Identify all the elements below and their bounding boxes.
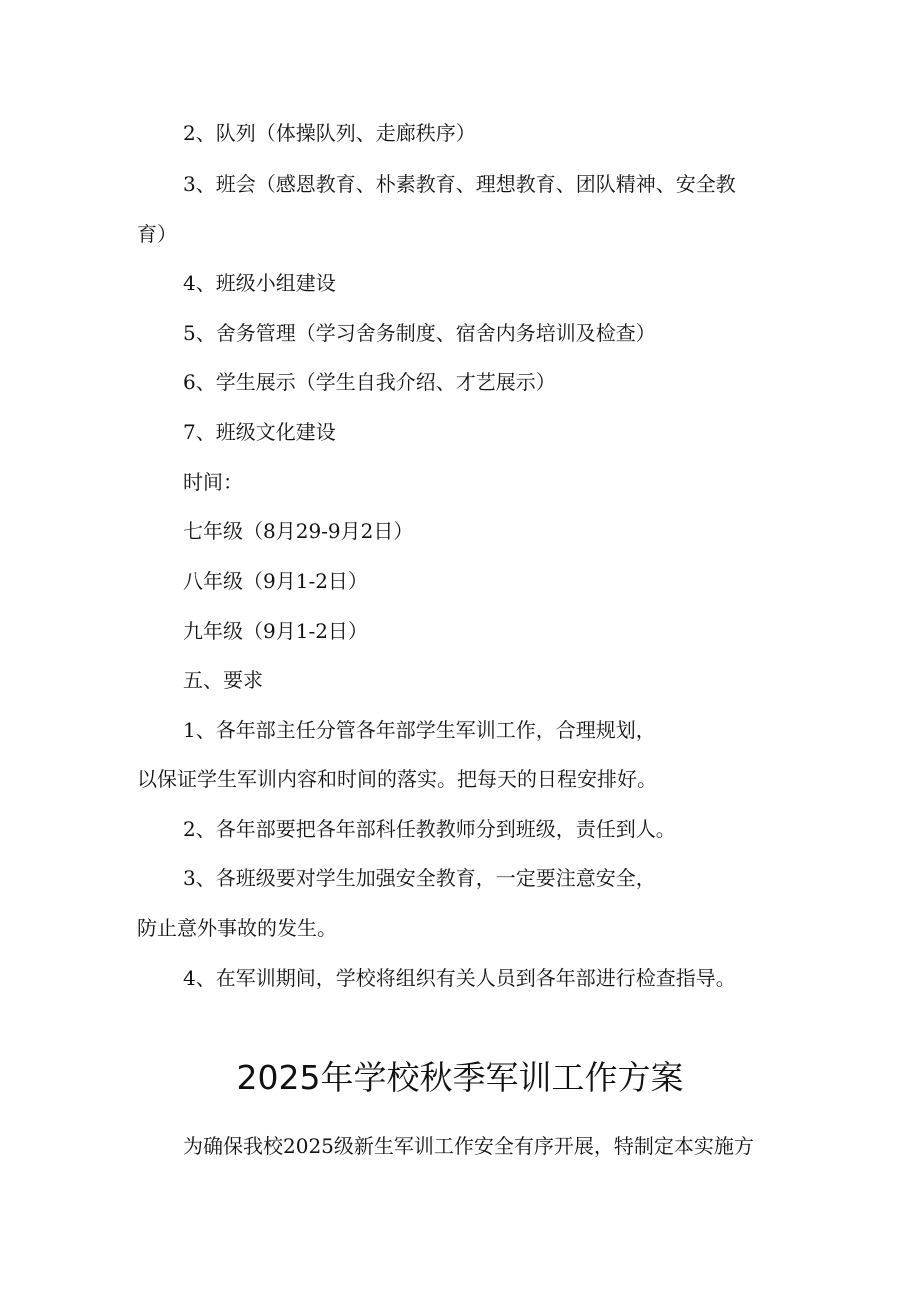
time-label: 时间： <box>183 470 243 494</box>
requirement-four: 4、在军训期间，学校将组织有关人员到各年部进行检查指导。 <box>183 966 736 990</box>
item-group-building: 4、班级小组建设 <box>183 271 336 295</box>
requirement-two: 2、各年部要把各年部科任教教师分到班级，责任到人。 <box>183 817 676 841</box>
item-dormitory-management: 5、舍务管理（学习舍务制度、宿舍内务培训及检查） <box>183 321 656 345</box>
item-class-culture: 7、班级文化建设 <box>183 420 336 444</box>
requirement-one-continued: 以保证学生军训内容和时间的落实。把每天的日程安排好。 <box>137 767 657 791</box>
item-class-meeting-continued: 育） <box>137 222 177 246</box>
schedule-grade-nine: 九年级（9月1-2日） <box>183 619 368 643</box>
schedule-grade-seven: 七年级（8月29-9月2日） <box>183 519 414 543</box>
requirements-heading: 五、要求 <box>183 668 263 692</box>
requirement-one: 1、各年部主任分管各年部学生军训工作，合理规划， <box>183 718 656 742</box>
page-title: 2025年学校秋季军训工作方案 <box>236 1058 684 1097</box>
requirement-three-continued: 防止意外事故的发生。 <box>137 916 337 940</box>
item-queue: 2、队列（体操队列、走廊秩序） <box>183 121 476 145</box>
intro-paragraph: 为确保我校2025级新生军训工作安全有序开展，特制定本实施方 <box>183 1134 754 1158</box>
item-student-showcase: 6、学生展示（学生自我介绍、才艺展示） <box>183 370 556 394</box>
requirement-three: 3、各班级要对学生加强安全教育，一定要注意安全， <box>183 866 656 890</box>
schedule-grade-eight: 八年级（9月1-2日） <box>183 569 368 593</box>
item-class-meeting: 3、班会（感恩教育、朴素教育、理想教育、团队精神、安全教 <box>183 172 736 196</box>
